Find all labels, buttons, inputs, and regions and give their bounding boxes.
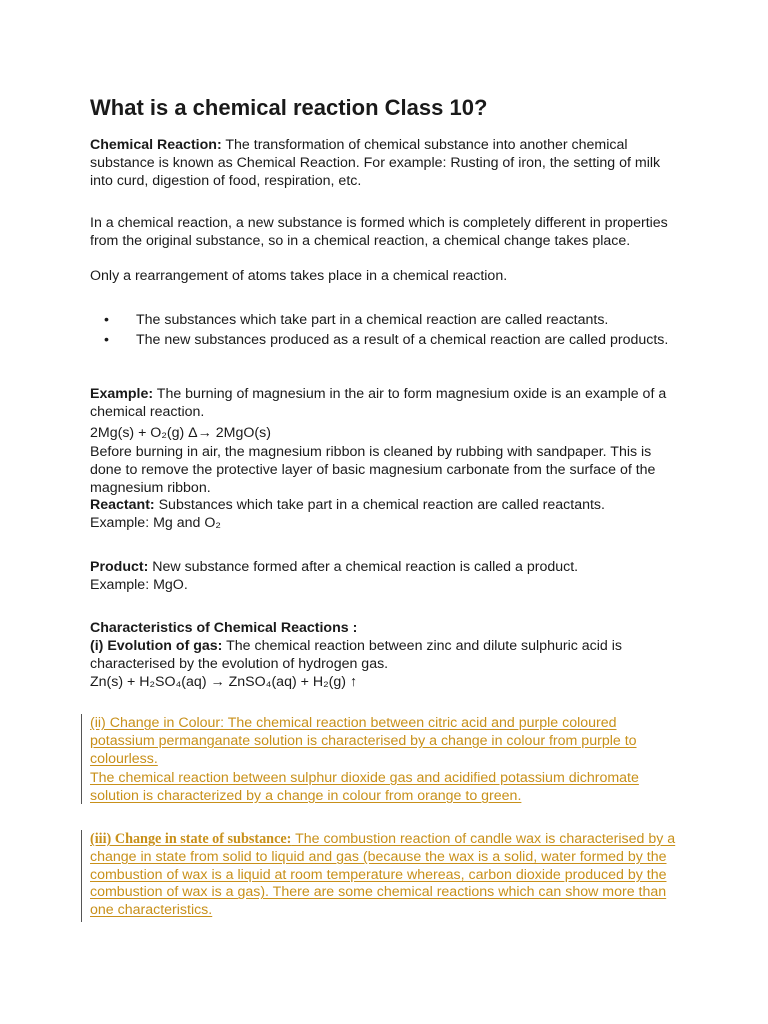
bullet-icon: • — [104, 312, 109, 328]
reactant-paragraph — [90, 497, 680, 515]
state-label: (iii) Change in state of substance: — [90, 831, 292, 847]
page-title: What is a chemical reaction Class 10? — [90, 95, 488, 120]
list-item — [104, 332, 684, 350]
gas-text: The chemical reaction between zinc and dilute sulphuric acid is characterised by the evolution of hydrogen gas. — [90, 638, 622, 672]
product-text: New substance formed after a chemical reaction is called a product. — [148, 559, 579, 575]
zinc-equation: Zn(s) + H₂SO₄(aq) → ZnSO₄(aq) + H₂(g) ↑ — [90, 674, 357, 690]
list-item — [104, 312, 684, 330]
change-bar — [81, 714, 82, 804]
list-item-text: The substances which take part in a chemical reaction are called reactants. — [136, 312, 609, 328]
example-label: Example: — [90, 386, 154, 402]
reactant-text: Substances which take part in a chemical reaction are called reactants. — [154, 497, 605, 513]
product-example: Example: MgO. — [90, 577, 188, 593]
state-text: The combustion reaction of candle wax is characterised by a change in state from solid to liquid and gas (because the wax is a solid, water formed by the combustion of wax is a liquid at room temperature whereas, carbon dioxide produced by the combustion of wax is a gas). There are some chemical reactions which can show more than one characteristics. — [90, 831, 676, 919]
colour-change-paragraph-2: The chemical reaction between sulphur dioxide gas and acidified potassium dichromate solution is characterized by a change in colour from orange to green. — [90, 770, 639, 804]
magnesium-equation: 2Mg(s) + O₂(g) Δ→ 2MgO(s) — [90, 425, 271, 441]
change-bar — [81, 830, 82, 922]
paragraph-3: Only a rearrangement of atoms takes place in a chemical reaction. — [90, 268, 508, 284]
gas-paragraph — [90, 638, 680, 674]
reactant-example: Example: Mg and O₂ — [90, 515, 221, 531]
bullet-icon: • — [104, 331, 109, 348]
paragraph-2: In a chemical reaction, a new substance is formed which is completely different in properties from the original substance, so in a chemical reaction, a chemical change takes place. — [90, 215, 668, 249]
reactant-label: Reactant: — [90, 497, 155, 513]
list-item-text: The new substances produced as a result of a chemical reaction are called products. — [136, 331, 669, 348]
intro-label: Chemical Reaction: — [90, 137, 222, 153]
example-note: Before burning in air, the magnesium ribbon is cleaned by rubbing with sandpaper. This is done to remove the protective layer of basic magnesium carbonate from the surface of the magnesium ribbon. — [90, 444, 656, 496]
state-change-paragraph — [90, 831, 680, 920]
intro-paragraph — [90, 137, 680, 190]
example-text: The burning of magnesium in the air to form magnesium oxide is an example of a chemical reaction. — [90, 386, 667, 420]
characteristics-heading-text: Characteristics of Chemical Reactions : — [90, 620, 358, 636]
product-label: Product: — [90, 559, 149, 575]
gas-label: (i) Evolution of gas: — [90, 638, 223, 654]
example-paragraph — [90, 386, 680, 422]
product-paragraph — [90, 559, 680, 577]
colour-change-paragraph: (ii) Change in Colour: The chemical reaction between citric acid and purple coloured potassium permanganate solution is characterised by a change in colour from purple to colourless. — [90, 715, 637, 767]
intro-text: The transformation of chemical substance into another chemical substance is known as Chemical Reaction. For example: Rusting of iron, the setting of milk into curd, digestion of food, respiration, etc. — [90, 137, 661, 189]
characteristics-heading — [90, 620, 680, 638]
reactants-list — [104, 312, 684, 352]
